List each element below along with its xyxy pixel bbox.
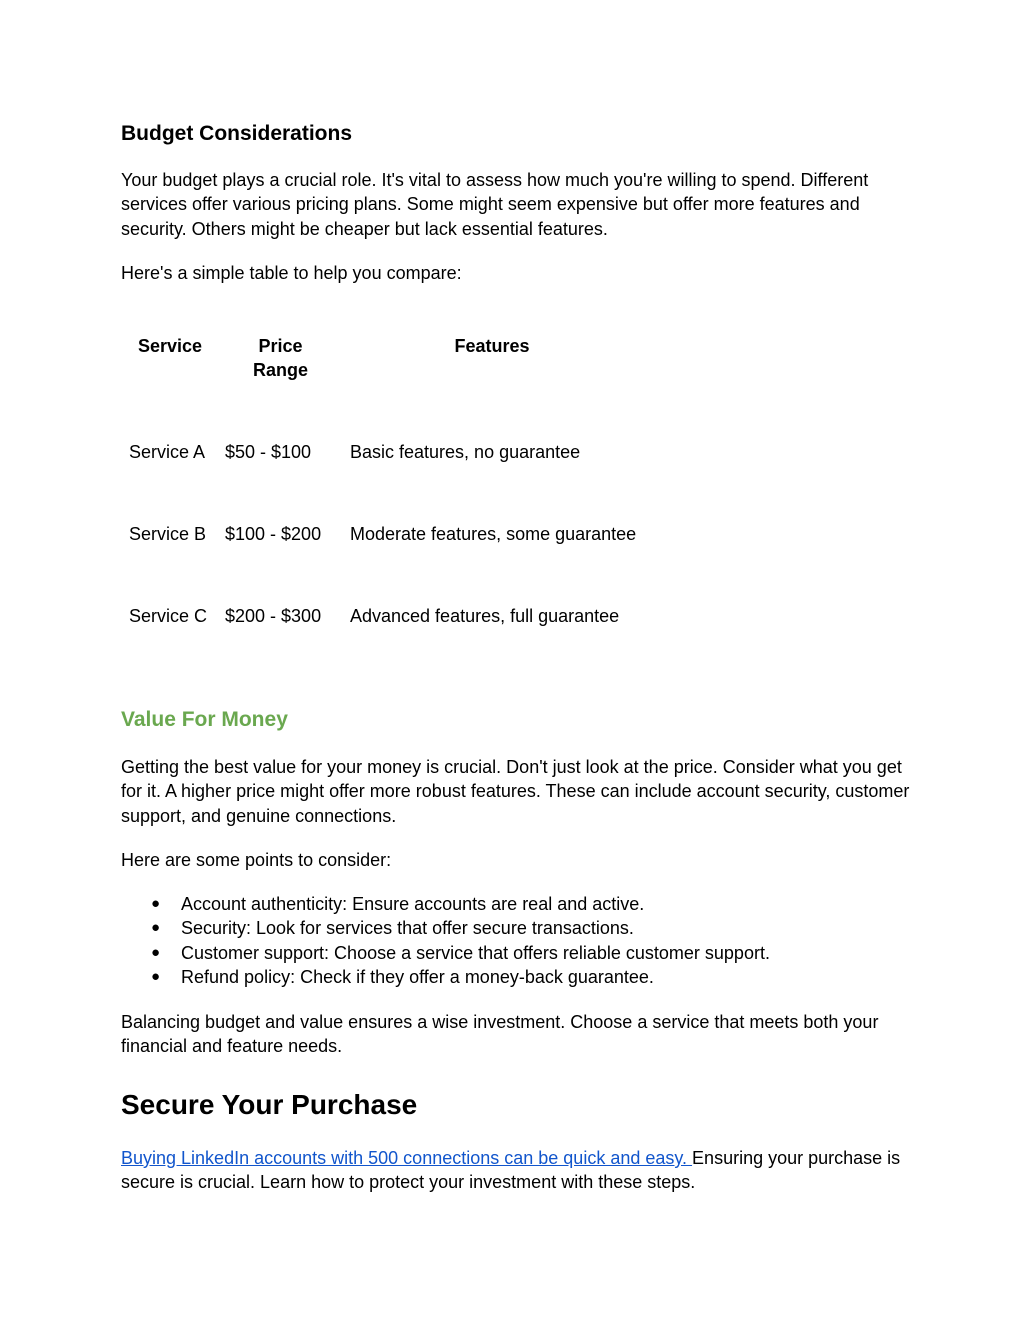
bullet-icon: ●	[151, 943, 161, 961]
list-item: ● Security: Look for services that offer secure transactions.	[121, 916, 770, 940]
table-row	[121, 440, 642, 522]
table-intro: Here's a simple table to help you compare:	[121, 263, 462, 283]
document-page	[121, 0, 911, 1325]
cell-features: Basic features, no guarantee	[350, 442, 581, 462]
list-item: ● Refund policy: Check if they offer a money-back guarantee.	[121, 965, 770, 989]
price-comparison-table	[121, 323, 642, 686]
considerations-list	[121, 892, 770, 989]
bullet-icon: ●	[151, 919, 161, 937]
header-price-range: Price Range	[252, 336, 308, 381]
cell-price: $200 - $300	[225, 606, 322, 626]
value-heading: Value For Money	[121, 708, 288, 731]
points-intro: Here are some points to consider:	[121, 850, 392, 870]
budget-heading: Budget Considerations	[121, 122, 353, 145]
secure-heading: Secure Your Purchase	[121, 1089, 418, 1120]
linkedin-accounts-link[interactable]: Buying LinkedIn accounts with 500 connections can be quick and easy.	[121, 1148, 693, 1168]
table-row	[121, 522, 642, 604]
header-service: Service	[137, 336, 203, 356]
cell-price: $50 - $100	[225, 442, 312, 462]
header-features: Features	[454, 336, 530, 356]
cell-features: Moderate features, some guarantee	[350, 524, 637, 544]
secure-paragraph	[121, 1146, 911, 1195]
cell-price: $100 - $200	[225, 524, 322, 544]
list-item: ● Account authenticity: Ensure accounts are real and active.	[121, 892, 770, 916]
cell-service: Service B	[129, 524, 207, 544]
budget-paragraph: Your budget plays a crucial role. It's vital to assess how much you're willing to spend. Different services offer various pricing plans. Some might seem expensive but offer more features and security. Others might be cheaper but lack essential features.	[121, 170, 869, 239]
value-conclusion: Balancing budget and value ensures a wise investment. Choose a service that meets both your financial and feature needs.	[121, 1012, 879, 1057]
cell-service: Service A	[129, 442, 206, 462]
cell-features: Advanced features, full guarantee	[350, 606, 620, 626]
bullet-icon: ●	[151, 967, 161, 985]
secure-paragraph-text: Ensuring your purchase is secure is crucial. Learn how to protect your investment with these steps.	[121, 1148, 901, 1193]
table-row	[121, 604, 642, 686]
bullet-icon: ●	[151, 895, 161, 912]
table-header-row	[121, 323, 642, 440]
list-item: ● Customer support: Choose a service that offers reliable customer support.	[121, 941, 770, 965]
cell-service: Service C	[129, 606, 208, 626]
value-paragraph: Getting the best value for your money is crucial. Don't just look at the price. Consider what you get for it. A higher price might offer more robust features. These can include account security, customer support, and genuine connections.	[121, 757, 910, 826]
